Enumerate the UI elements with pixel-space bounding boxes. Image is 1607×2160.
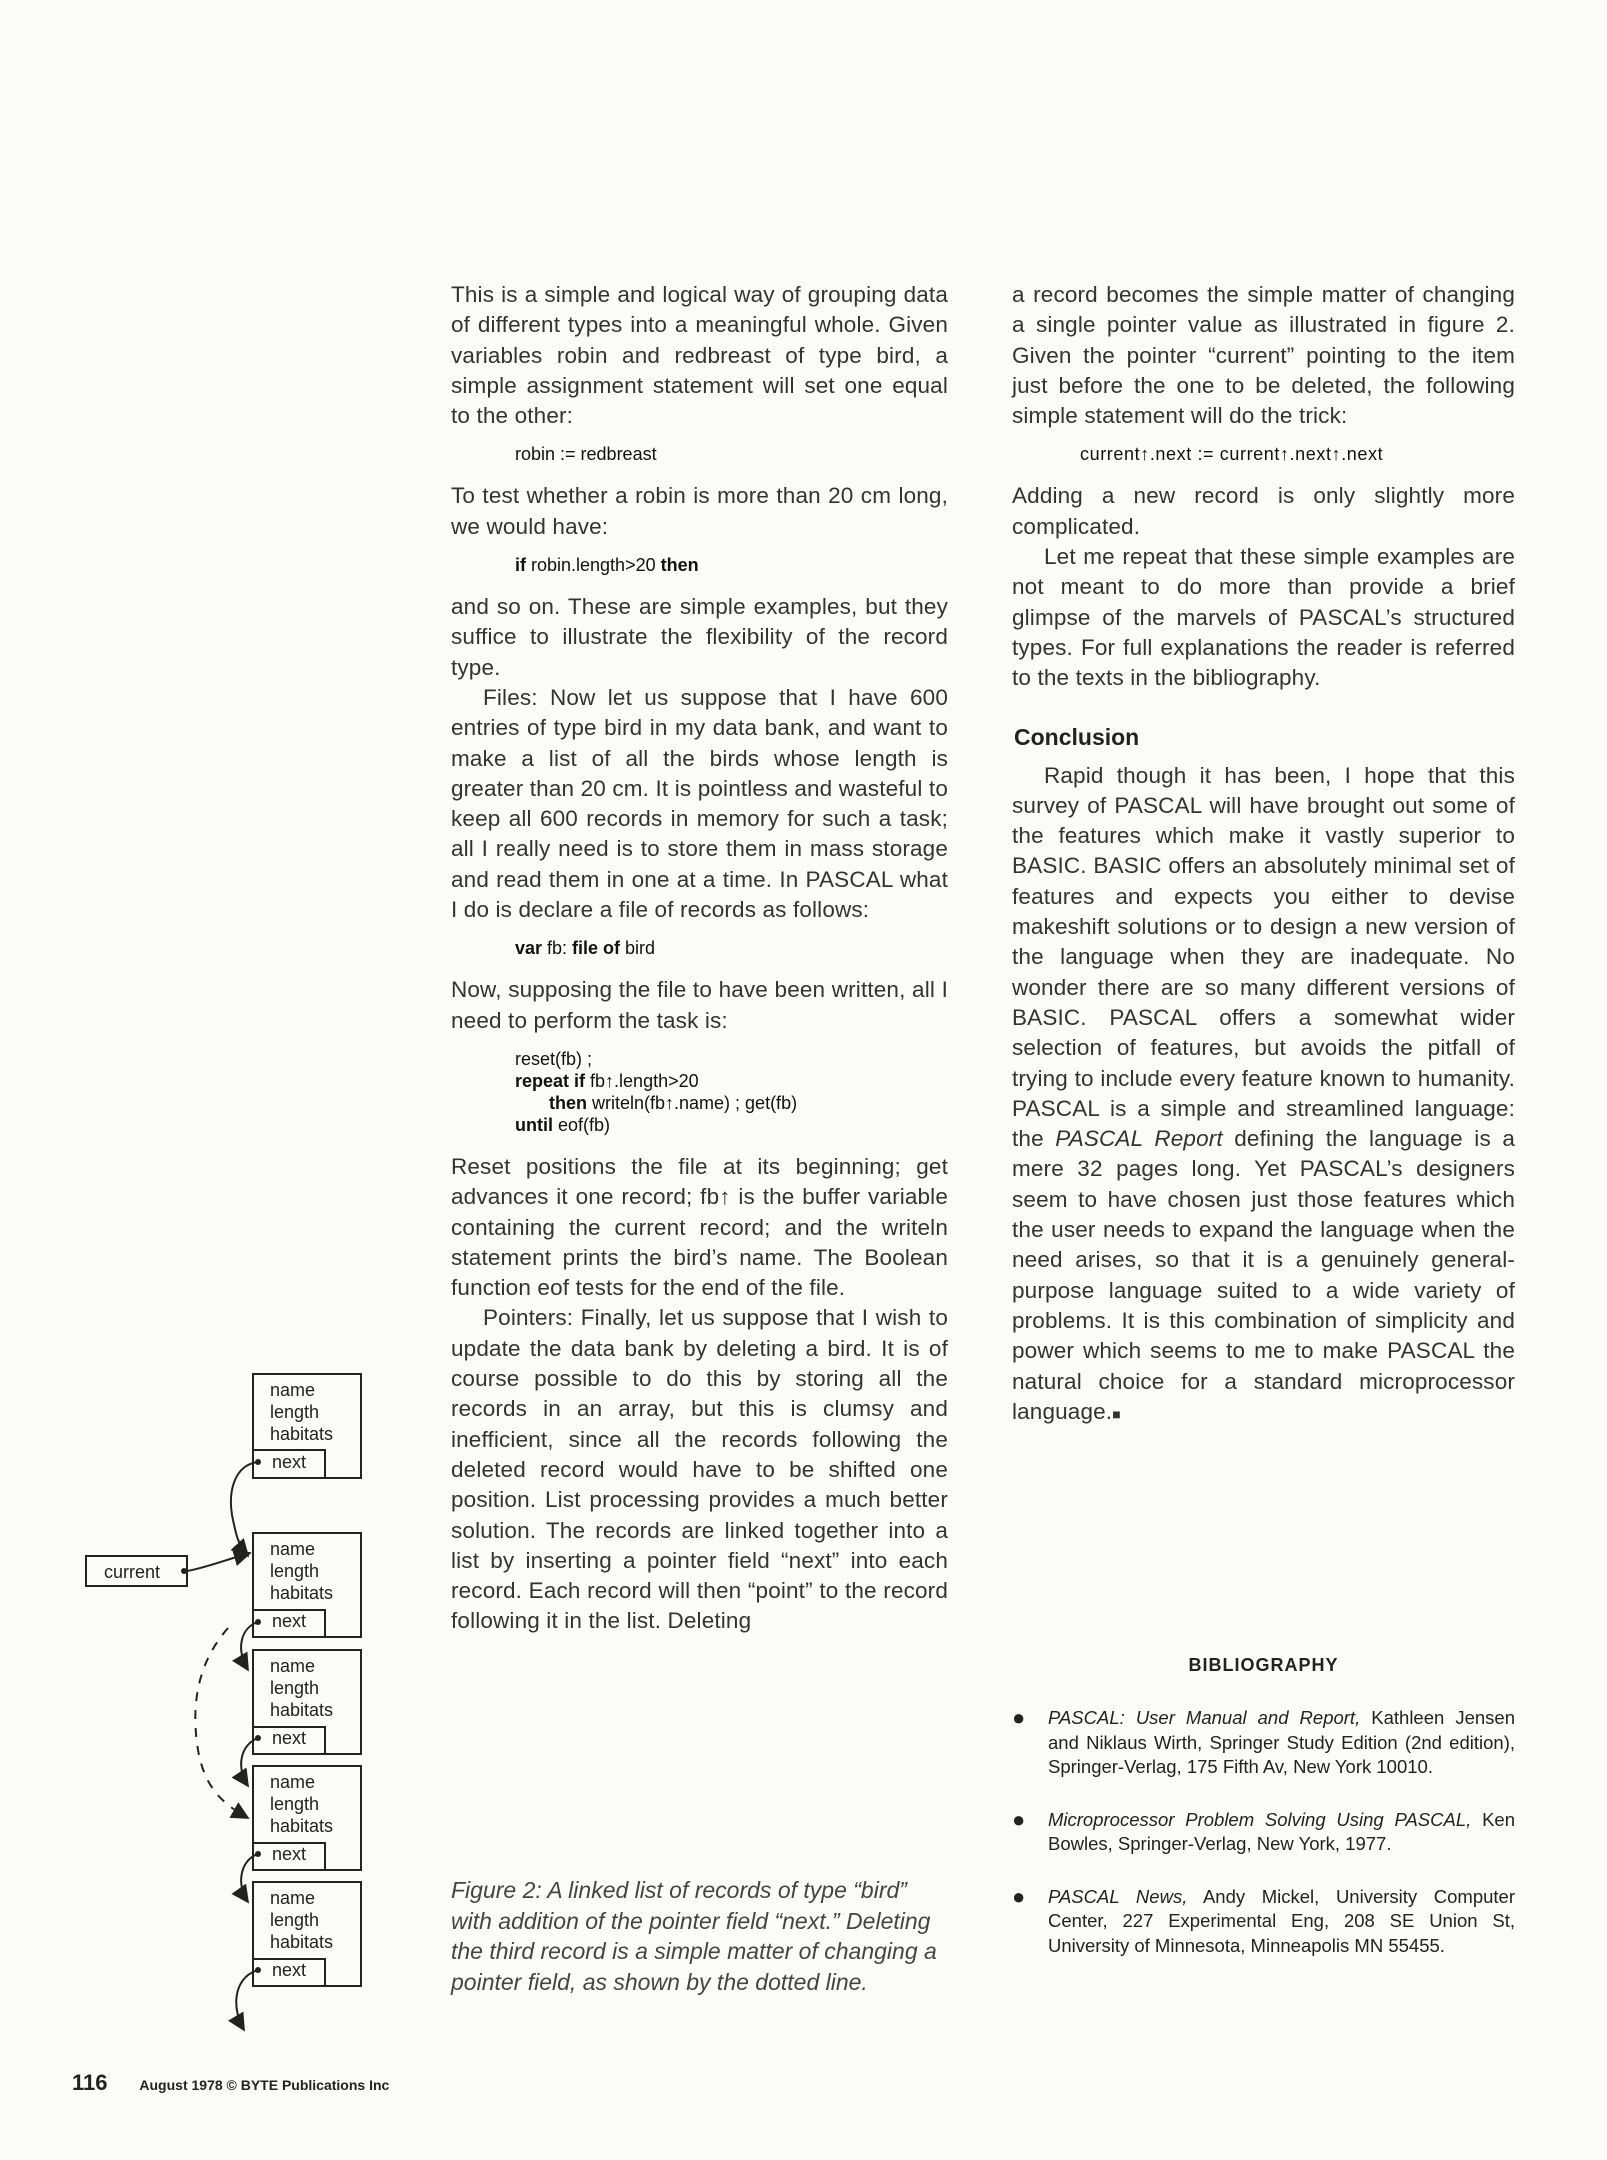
code-keyword: then [660, 555, 699, 576]
bib-details: Ken Bowles, Springer-Verlag, New York, 1977. [1048, 1808, 1515, 1854]
code-text: fb: [542, 938, 573, 959]
field-next: next [272, 1728, 307, 1748]
field-habitats: habitats [270, 1583, 334, 1603]
arrow-next-4 [241, 1854, 258, 1902]
field-habitats: habitats [270, 1932, 334, 1952]
field-name: name [270, 1656, 316, 1676]
code-keyword: var [515, 938, 543, 959]
code-line [515, 1114, 948, 1136]
end-mark: ■ [1112, 1405, 1121, 1422]
bib-title: PASCAL: User Manual and Report, [1048, 1707, 1361, 1728]
bibliography [1012, 1655, 1515, 1986]
field-name: name [270, 1539, 316, 1559]
bibliography-item [1012, 1706, 1515, 1780]
code-text: fb↑.length>20 [585, 1070, 699, 1091]
paragraph-text: : Finally, let us suppose that I wish to update the data bank by deleting a bird. It is of course possible to do this by storing all the records in an array, but this is clumsy and inefficient, since all the records following the deleted record would have to be shifted one position. List processing provides a much better solution. The records are linked together into a list by inserting a pointer field “next” into each record. Each record will then “point” to the record following it in the list. Deleting [451, 1305, 948, 1634]
code-keyword: if [515, 555, 526, 576]
field-length: length [270, 1678, 320, 1698]
code-line [515, 1092, 948, 1114]
code-var [515, 937, 948, 959]
field-length: length [270, 1402, 320, 1422]
field-habitats: habitats [270, 1700, 334, 1720]
conclusion-heading: Conclusion [1014, 723, 1140, 750]
pointer-dot-current [181, 1568, 187, 1574]
publication-line: August 1978 © BYTE Publications Inc [139, 2077, 390, 2093]
field-length: length [270, 1794, 320, 1814]
bib-title: PASCAL News, [1048, 1885, 1188, 1907]
left-text-column [451, 280, 948, 1637]
code-loop [515, 1048, 948, 1136]
bibliography-item [1012, 1808, 1515, 1857]
paragraph-pointers [451, 1303, 948, 1636]
paragraph: Adding a new record is only slightly more complicated. [1012, 483, 1515, 539]
italic-title: PASCAL Report [1055, 1126, 1223, 1152]
paragraph-text: defining the language is a mere 32 pages long. Yet PASCAL’s designers seem to have chosen just those features which the user needs to expand the language when the need arises, so that it is a genuinely general-purpose language suited to a wide variety of problems. It is this combination of simplicity and power which seems to me to make PASCAL the natural choice for a standard microprocessor language. [1012, 1126, 1515, 1424]
code-keyword: then [549, 1092, 587, 1113]
field-name: name [270, 1772, 316, 1792]
code-text: eof(fb) [553, 1114, 611, 1135]
bibliography-heading: BIBLIOGRAPHY [1188, 1655, 1339, 1675]
code-text: robin.length>20 [526, 555, 661, 576]
paragraph: This is a simple and logical way of grouping data of different types into a meaningful whole. Given variables robin and redbreast of type bird, a simple assignment statement will set one equal to the other: [451, 282, 948, 429]
paragraph: a record becomes the simple matter of changing a single pointer value as illustrated in figure 2. Given the pointer “current” pointing to the item just before the one to be deleted, the following simple statement will do the trick: [1012, 282, 1515, 429]
code-keyword: until [515, 1114, 553, 1135]
code-line: current↑.next := current↑.next↑.next [1080, 444, 1384, 465]
bullet-icon: ● [1012, 1806, 1026, 1832]
code-text: bird [620, 938, 656, 959]
arrow-next-5 [236, 1970, 258, 2030]
paragraph: Now, supposing the file to have been written, all I need to perform the task is: [451, 977, 948, 1033]
field-next: next [272, 1452, 307, 1472]
field-next: next [272, 1960, 307, 1980]
arrow-next-3 [241, 1738, 258, 1786]
field-habitats: habitats [270, 1816, 334, 1836]
pointer-dot-1 [255, 1459, 261, 1465]
pointer-dot-3 [255, 1735, 261, 1741]
field-next: next [272, 1611, 307, 1631]
code-assignment [515, 443, 948, 465]
page-number: 116 [72, 2070, 108, 2095]
code-line [515, 1070, 948, 1092]
code-if [515, 554, 948, 576]
right-text-column [1012, 280, 1515, 1429]
bib-title: Microprocessor Problem Solving Using PASCAL, [1048, 1808, 1472, 1830]
code-keyword: repeat if [515, 1070, 586, 1091]
dotted-bypass-arrow [195, 1628, 248, 1818]
pointer-dot-2 [255, 1619, 261, 1625]
page-footer [72, 2070, 389, 2096]
code-text: writeln(fb↑.name) ; get(fb) [587, 1092, 798, 1113]
bib-details: Andy Mickel, University Computer Center, 227 Experimental Eng, 208 SE Union St, University of Minnesota, Minneapolis MN 55455. [1048, 1885, 1516, 1956]
bibliography-item [1012, 1885, 1515, 1959]
field-name: name [270, 1888, 316, 1908]
current-label: current [104, 1562, 161, 1582]
field-length: length [270, 1910, 320, 1930]
code-line: robin := redbreast [515, 444, 657, 465]
field-next: next [272, 1844, 307, 1864]
bullet-icon: ● [1012, 1705, 1026, 1730]
paragraph: To test whether a robin is more than 20 cm long, we would have: [451, 483, 948, 539]
field-name: name [270, 1380, 316, 1400]
pointers-label: Pointers [483, 1305, 567, 1331]
field-length: length [270, 1561, 320, 1581]
pointer-dot-4 [255, 1851, 261, 1857]
code-keyword: file of [572, 938, 621, 959]
figure-caption: Figure 2: A linked list of records of type “bird” with addition of the pointer field “next.” Deleting the third record is a simple matter of changing a pointer field, as shown by the dotted line. [451, 1877, 937, 1995]
paragraph-text: Rapid though it has been, I hope that this survey of PASCAL will have brought out some of the features which make it vastly superior to BASIC. BASIC offers an absolutely minimal set of features and expects you either to devise makeshift solutions or to design a new version of the language when they are inadequate. No wonder there are so many different versions of BASIC. PASCAL offers a somewhat wider selection of features, but avoids the pitfall of trying to include every feature known to humanity. PASCAL is a simple and streamlined language: the [1012, 762, 1515, 1152]
bullet-icon: ● [1012, 1883, 1026, 1909]
bib-details: Kathleen Jensen and Niklaus Wirth, Springer Study Edition (2nd edition), Springer-Verlag, 175 Fifth Av, New York 10010. [1048, 1707, 1515, 1777]
paragraph-conclusion [1012, 761, 1515, 1430]
arrow-current [187, 1553, 250, 1571]
arrow-next-2 [241, 1622, 258, 1670]
code-delete [1080, 443, 1515, 465]
paragraph: and so on. These are simple examples, but they suffice to illustrate the flexibility of the record type. [451, 594, 948, 680]
pointer-dot-5 [255, 1967, 261, 1973]
code-line: reset(fb) ; [515, 1048, 593, 1069]
paragraph: Let me repeat that these simple examples are not meant to do more than provide a brief glimpse of the marvels of PASCAL’s structured types. For full explanations the reader is referred to the texts in the bibliography. [1012, 544, 1515, 691]
paragraph-files [451, 683, 948, 925]
files-label: Files [483, 684, 532, 710]
paragraph: Reset positions the file at its beginning; get advances it one record; fb↑ is the buffer variable containing the current record; and the writeln statement prints the bird’s name. The Boolean function eof tests for the end of the file. [451, 1153, 948, 1301]
field-habitats: habitats [270, 1424, 334, 1444]
paragraph-text: : Now let us suppose that I have 600 entries of type bird in my data bank, and want to make a list of all the birds whose length is greater than 20 cm. It is pointless and wasteful to keep all 600 records in memory for such a task; all I really need is to store them in mass storage and read them in one at a time. In PASCAL what I do is declare a file of records as follows: [451, 684, 948, 923]
